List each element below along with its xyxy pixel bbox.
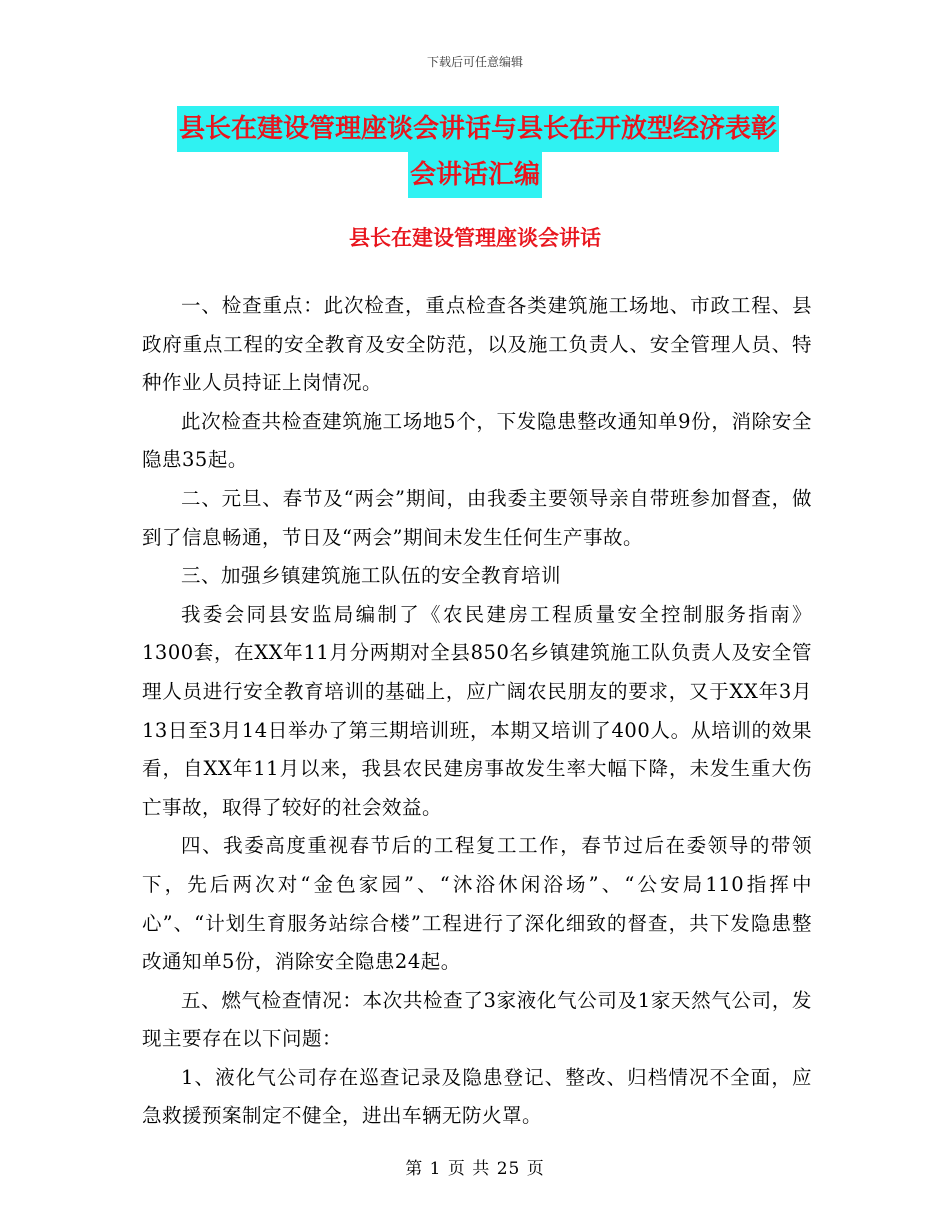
paragraph: 1、液化气公司存在巡查记录及隐患登记、整改、归档情况不全面，应急救援预案制定不健全，进出车辆无防火罩。 [142, 1065, 812, 1128]
paragraph: 此次检查共检查建筑施工场地5个，下发隐患整改通知单9份，消除安全隐患35起。 [142, 409, 812, 472]
paragraph: 五、燃气检查情况：本次共检查了3家液化气公司及1家天然气公司，发现主要存在以下问题： [142, 988, 812, 1051]
body-text [142, 287, 812, 1136]
paragraph: 二、元旦、春节及“两会”期间，由我委主要领导亲自带班参加督查，做到了信息畅通，节日及“两会”期间未发生任何生产事故。 [142, 486, 812, 549]
title-line-2: 会讲话汇编 [408, 152, 542, 198]
paragraph: 一、检查重点：此次检查，重点检查各类建筑施工场地、市政工程、县政府重点工程的安全教育及安全防范，以及施工负责人、安全管理人员、特种作业人员持证上岗情况。 [142, 294, 812, 395]
header-note: 下载后可任意编辑 [426, 55, 523, 69]
paragraph: 三、加强乡镇建筑施工队伍的安全教育培训 [181, 564, 562, 588]
title-line-1: 县长在建设管理座谈会讲话与县长在开放型经济表彰 [177, 106, 779, 152]
page-footer: 第 1 页 共 25 页 [405, 1159, 545, 1179]
paragraph: 四、我委高度重视春节后的工程复工工作，春节过后在委领导的带领下，先后两次对“金色家园”、“沐浴休闲浴场”、“公安局110指挥中心”、“计划生育服务站综合楼”工程进行了深化细致的督查，共下发隐患整改通知单5份，消除安全隐患24起。 [142, 834, 812, 974]
paragraph: 我委会同县安监局编制了《农民建房工程质量安全控制服务指南》1300套，在XX年11月分两期对全县850名乡镇建筑施工队负责人及安全管理人员进行安全教育培训的基础上，应广阔农民朋友的要求，又于XX年3月13日至3月14日举办了第三期培训班，本期又培训了400人。从培训的效果看，自XX年11月以来，我县农民建房事故发生率大幅下降，未发生重大伤亡事故，取得了较好的社会效益。 [142, 602, 812, 819]
document-title [0, 106, 950, 198]
section-title: 县长在建设管理座谈会讲话 [349, 226, 601, 250]
